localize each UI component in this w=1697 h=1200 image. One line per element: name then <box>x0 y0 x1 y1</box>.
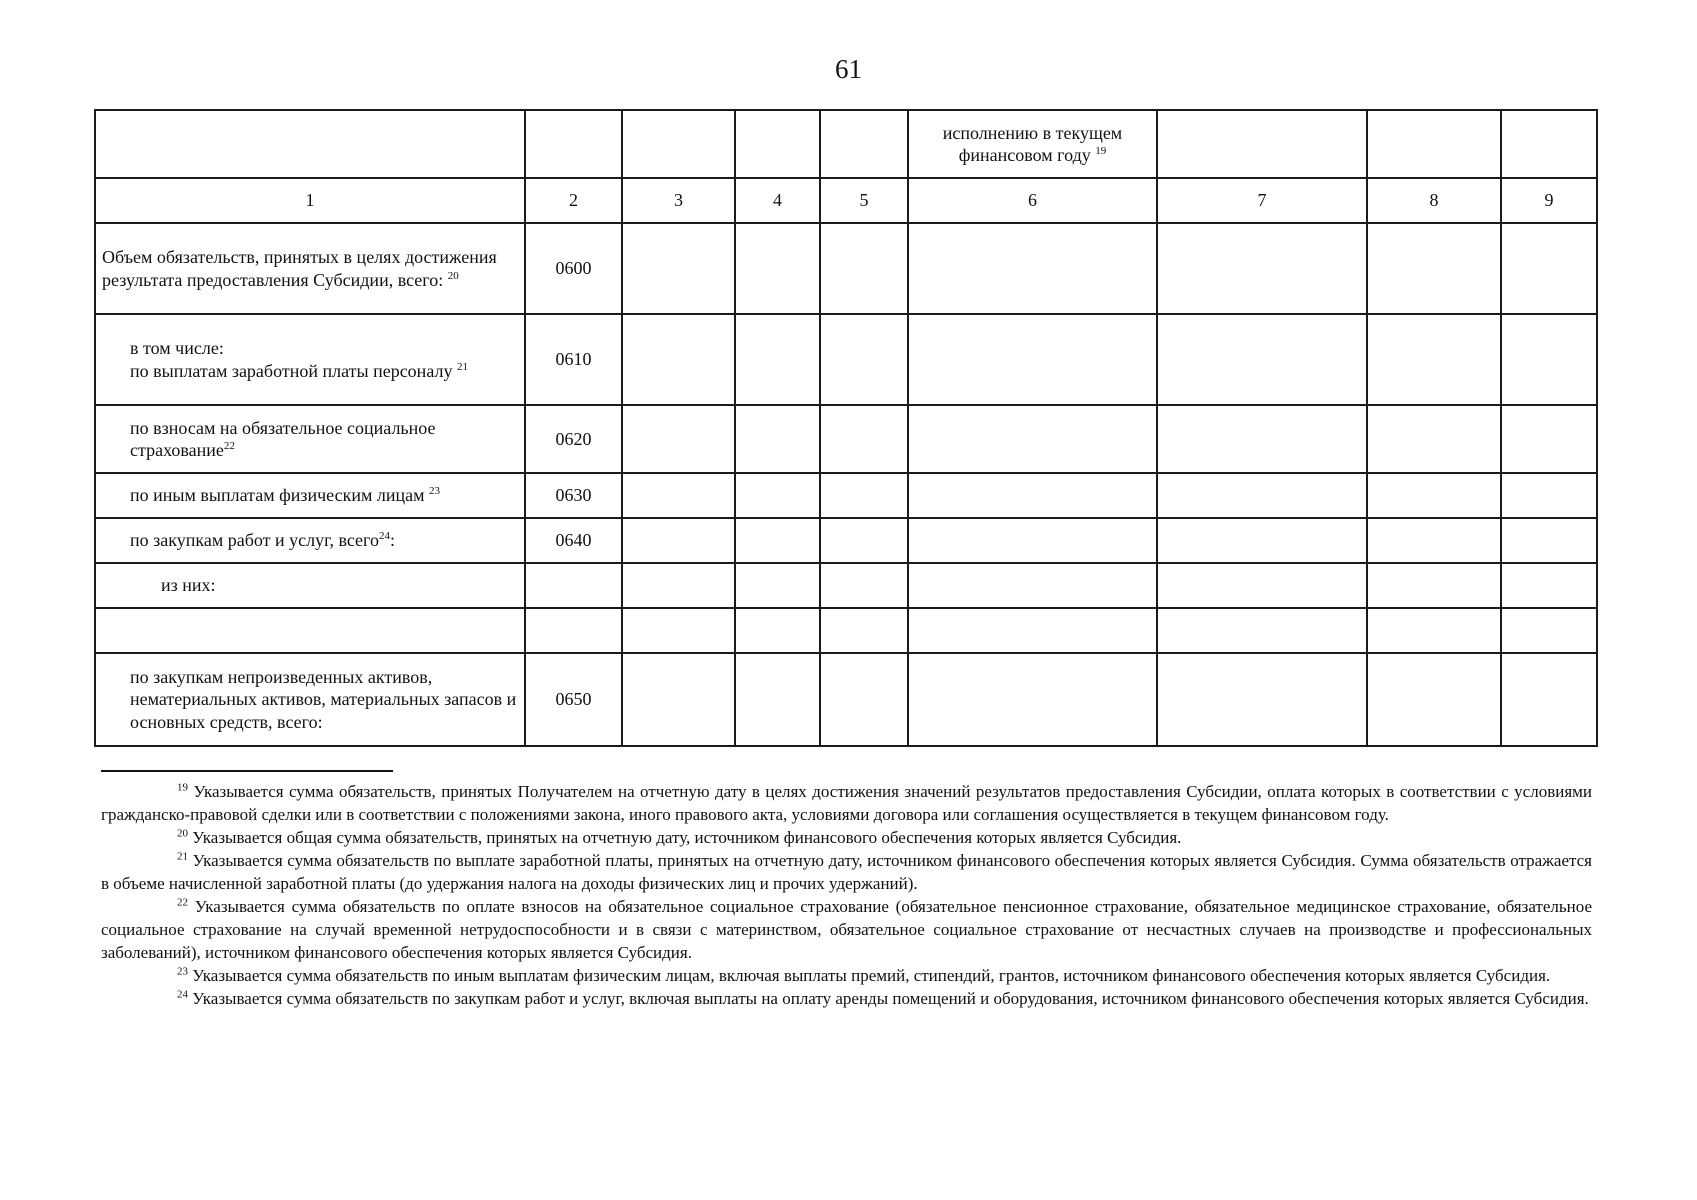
table-cell <box>908 405 1157 473</box>
table-cell <box>95 110 525 178</box>
column-number-3: 3 <box>622 178 735 223</box>
footnote-text: Указывается общая сумма обязательств, принятых на отчетную дату, источником финансового обеспечения которых является Субсидия. <box>192 828 1182 847</box>
table-cell <box>1501 563 1597 608</box>
row-label-text: по выплатам заработной платы персоналу <box>130 360 453 381</box>
page-number: 61 <box>835 54 862 84</box>
column-number-6: 6 <box>908 178 1157 223</box>
footnote-22 <box>101 895 1592 964</box>
table-cell <box>820 473 908 518</box>
footnote-20 <box>101 826 1592 849</box>
table-cell <box>820 223 908 314</box>
table-cell <box>525 110 622 178</box>
column-number-2: 2 <box>525 178 622 223</box>
table-header-continuation-row <box>95 110 1597 178</box>
table-cell <box>735 405 820 473</box>
footnote-text: Указывается сумма обязательств по оплате взносов на обязательное социальное страхование (обязательное пенсионное страхование, обязательное медицинское страхование, обязательное социальное страхование на случай временной нетрудоспособности и в связи с материнством, обязательное социальное страхование от несчастных случаев на производстве и профессиональных заболеваний), источником финансового обеспечения которых является Субсидия. <box>101 897 1592 962</box>
table-cell <box>1367 653 1501 746</box>
table-row <box>95 473 1597 518</box>
footnote-mark: 23 <box>177 965 188 978</box>
row-code: 0640 <box>525 518 622 563</box>
column-number-1: 1 <box>95 178 525 223</box>
table-cell <box>1367 405 1501 473</box>
table-cell <box>1501 653 1597 746</box>
table-cell <box>622 405 735 473</box>
table-cell <box>1367 314 1501 405</box>
column-number-5: 5 <box>820 178 908 223</box>
table-cell <box>622 223 735 314</box>
footnote-ref: 21 <box>456 360 468 373</box>
table-cell <box>908 314 1157 405</box>
table-cell <box>820 653 908 746</box>
table-cell <box>1367 110 1501 178</box>
row-code: 0630 <box>525 473 622 518</box>
table-cell <box>622 563 735 608</box>
table-cell <box>1157 473 1367 518</box>
column-number-9: 9 <box>1501 178 1597 223</box>
table-cell <box>735 653 820 746</box>
row-label-intro: в том числе: <box>130 338 224 358</box>
table-row <box>95 653 1597 746</box>
table-cell <box>1157 223 1367 314</box>
row-code <box>525 563 622 608</box>
table-cell <box>1501 473 1597 518</box>
footnote-ref: 20 <box>447 269 459 282</box>
header-cell-text: исполнению в текущем финансовом году <box>942 122 1123 165</box>
table-cell <box>908 518 1157 563</box>
footnote-separator <box>101 770 393 772</box>
table-cell <box>820 518 908 563</box>
row-label <box>95 608 525 653</box>
row-code: 0610 <box>525 314 622 405</box>
table-cell <box>1501 608 1597 653</box>
footnote-ref: 24 <box>378 530 390 543</box>
footnote-text: Указывается сумма обязательств, принятых Получателем на отчетную дату в целях достижения значений результатов предоставления Субсидии, оплата которых в соответствии с условиями гражданско-правовой сделки или в соответствии с положениями закона, иного правового акта, условиями договора или соглашения осуществляется в текущем финансовом году. <box>101 782 1593 824</box>
footnote-23 <box>101 964 1592 987</box>
row-code: 0620 <box>525 405 622 473</box>
footnote-mark: 24 <box>177 988 188 1001</box>
footnote-21 <box>101 849 1592 895</box>
footnote-ref: 22 <box>223 440 235 452</box>
table-cell <box>820 110 908 178</box>
table-cell <box>1367 473 1501 518</box>
table-cell <box>735 518 820 563</box>
table-cell <box>622 608 735 653</box>
row-label-text: по взносам на обязательное социальное страхование <box>130 417 436 460</box>
row-label <box>95 223 525 314</box>
table-cell <box>1157 608 1367 653</box>
table-cell <box>908 653 1157 746</box>
table-cell <box>735 314 820 405</box>
table-cell <box>908 563 1157 608</box>
footnote-mark: 20 <box>177 827 188 840</box>
table-row <box>95 518 1597 563</box>
column-number-8: 8 <box>1367 178 1501 223</box>
row-label-text: по иным выплатам физическим лицам <box>130 485 425 506</box>
footnote-mark: 22 <box>177 896 188 909</box>
table-cell <box>735 473 820 518</box>
table-cell <box>1501 518 1597 563</box>
table-cell <box>735 110 820 178</box>
table-row <box>95 608 1597 653</box>
table-cell <box>1157 110 1367 178</box>
table-cell <box>622 653 735 746</box>
table-cell <box>820 563 908 608</box>
row-code: 0650 <box>525 653 622 746</box>
table-cell <box>1157 518 1367 563</box>
footnote-text: Указывается сумма обязательств по закупкам работ и услуг, включая выплаты на оплату аренды помещений и оборудования, источником финансового обеспечения которых является Субсидия. <box>192 989 1589 1008</box>
table-cell <box>1367 563 1501 608</box>
row-label-text: по закупкам работ и услуг, всего <box>130 530 379 551</box>
row-label: из них: <box>95 563 525 608</box>
table-cell <box>1157 405 1367 473</box>
column-number-4: 4 <box>735 178 820 223</box>
row-label-text: Объем обязательств, принятых в целях достижения результата предоставления Субсидии, всего: <box>102 247 497 290</box>
table-cell <box>1157 563 1367 608</box>
row-label <box>95 518 525 563</box>
table-cell <box>820 314 908 405</box>
table-cell <box>1367 608 1501 653</box>
table-cell <box>1501 223 1597 314</box>
footnote-mark: 19 <box>177 781 188 794</box>
footnote-ref: 19 <box>1095 145 1107 157</box>
header-cell-current-year-execution <box>908 110 1157 178</box>
footnote-text: Указывается сумма обязательств по выплате заработной платы, принятых на отчетную дату, источником финансового обеспечения которых является Субсидия. Сумма обязательств отражается в объеме начисленной заработной платы (до удержания налога на доходы физических лиц и прочих удержаний). <box>101 851 1592 893</box>
table-row <box>95 563 1597 608</box>
obligations-table <box>94 109 1598 747</box>
footnote-24 <box>101 987 1592 1010</box>
table-cell <box>1501 405 1597 473</box>
table-cell <box>1367 518 1501 563</box>
table-cell <box>735 563 820 608</box>
row-label: по закупкам непроизведенных активов, нематериальных активов, материальных запасов и основных средств, всего: <box>95 653 525 746</box>
column-number-row <box>95 178 1597 223</box>
table-cell <box>735 223 820 314</box>
table-cell <box>735 608 820 653</box>
row-label <box>95 314 525 405</box>
row-code <box>525 608 622 653</box>
table-cell <box>622 314 735 405</box>
table-cell <box>820 608 908 653</box>
table-cell <box>622 473 735 518</box>
table-cell <box>622 110 735 178</box>
table-row <box>95 405 1597 473</box>
row-code: 0600 <box>525 223 622 314</box>
table-cell <box>1157 653 1367 746</box>
footnotes <box>101 780 1592 1010</box>
row-label <box>95 473 525 518</box>
table-cell <box>1501 110 1597 178</box>
table-cell <box>622 518 735 563</box>
column-number-7: 7 <box>1157 178 1367 223</box>
table-row <box>95 314 1597 405</box>
table-cell <box>1367 223 1501 314</box>
table-cell <box>908 473 1157 518</box>
footnote-19 <box>101 780 1592 826</box>
table-cell <box>820 405 908 473</box>
footnote-mark: 21 <box>177 850 188 863</box>
footnote-ref: 23 <box>429 485 440 498</box>
table-row <box>95 223 1597 314</box>
row-label <box>95 405 525 473</box>
table-cell <box>1157 314 1367 405</box>
row-label-suffix: : <box>389 530 395 551</box>
table-cell <box>908 608 1157 653</box>
footnote-text: Указывается сумма обязательств по иным выплатам физическим лицам, включая выплаты премий, стипендий, грантов, источником финансового обеспечения которых является Субсидия. <box>192 966 1551 985</box>
table-cell <box>908 223 1157 314</box>
table-cell <box>1501 314 1597 405</box>
